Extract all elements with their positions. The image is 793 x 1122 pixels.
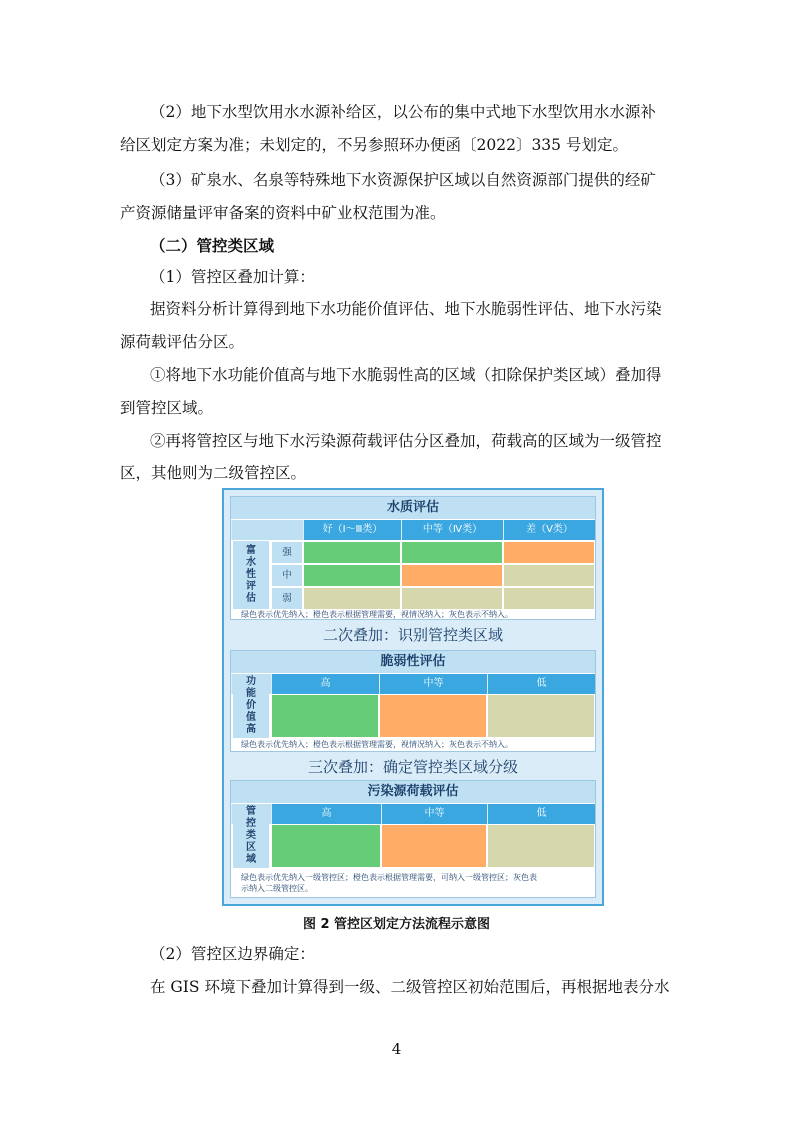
matrix-cell-gray (503, 587, 595, 610)
step-title: 二次叠加：识别管控类区域 (322, 626, 503, 644)
paragraph-line: 产资源储量评审备案的资料中矿业权范围为准。 (120, 204, 446, 222)
matrix-cell-gray (503, 564, 595, 587)
panel-title: 水质评估 (231, 497, 595, 519)
column-header: 低 (487, 804, 595, 824)
row-group-label: 功 能 价 值 高 (233, 674, 269, 738)
matrix-cell-orange (401, 564, 503, 587)
row-group-label: 富 水 性 评 估 (233, 541, 269, 609)
legend-note: 示纳入二级管控区。 (241, 884, 313, 893)
flowchart-figure (222, 488, 604, 906)
paragraph-line: 到管控区域。 (120, 399, 214, 417)
matrix-cell-orange (381, 824, 487, 868)
matrix-cell-gray (487, 824, 595, 868)
step-title: 三次叠加：确定管控类区域分级 (307, 758, 518, 776)
legend-note: 绿色表示优先纳入；橙色表示根据管理需要，视情况纳入；灰色表示不纳入。 (241, 740, 513, 749)
section-heading: （二）管控类区域 (150, 237, 275, 255)
pollution-load-panel (230, 780, 596, 898)
matrix-cell-orange (503, 541, 595, 564)
legend-note: 绿色表示优先纳入；橙色表示根据管理需要，视情况纳入；灰色表示不纳入。 (241, 610, 513, 619)
paragraph-line: 给区划定方案为准；未划定的，不另参照环办便函〔2022〕335 号划定。 (120, 136, 628, 154)
paragraph-line: （2）地下水型饮用水水源补给区，以公布的集中式地下水型饮用水水源补 (150, 103, 656, 121)
matrix-cell-gray (401, 587, 503, 610)
column-header: 中等 (381, 804, 487, 824)
paragraph-line: （1）管控区叠加计算： (150, 268, 315, 286)
matrix-cell-green (303, 564, 401, 587)
paragraph-line: 区，其他则为二级管控区。 (120, 464, 307, 482)
page-number: 4 (391, 1040, 402, 1058)
panel-title: 脆弱性评估 (231, 651, 595, 673)
paragraph-line: ①将地下水功能价值高与地下水脆弱性高的区域（扣除保护类区域）叠加得 (150, 366, 662, 384)
row-label: 中 (271, 564, 303, 587)
matrix-cell-orange (379, 694, 487, 738)
column-header: 中等 (379, 674, 487, 694)
column-header: 高 (271, 674, 379, 694)
row-label: 弱 (271, 587, 303, 610)
column-header: 中等（Ⅳ类） (401, 520, 503, 540)
paragraph-line: 据资料分析计算得到地下水功能价值评估、地下水脆弱性评估、地下水污染 (150, 300, 662, 318)
paragraph-line: （2）管控区边界确定： (150, 945, 315, 963)
vulnerability-panel (230, 650, 596, 752)
water-quality-panel (230, 496, 596, 620)
figure-caption: 图 2 管控区划定方法流程示意图 (302, 917, 491, 932)
paragraph-line: 在 GIS 环境下叠加计算得到一级、二级管控区初始范围后，再根据地表分水 (150, 978, 670, 996)
column-header: 差（Ⅴ类） (503, 520, 595, 540)
paragraph-line: ②再将管控区与地下水污染源荷载评估分区叠加，荷载高的区域为一级管控 (150, 432, 662, 450)
paragraph-line: 源荷载评估分区。 (120, 333, 245, 351)
row-group-label: 管 控 类 区 域 (233, 804, 269, 868)
column-header: 低 (487, 674, 595, 694)
row-label: 强 (271, 541, 303, 564)
matrix-cell-green (401, 541, 503, 564)
matrix-cell-green (271, 824, 381, 868)
matrix-cell-green (271, 694, 379, 738)
matrix-cell-gray (303, 587, 401, 610)
column-header: 高 (271, 804, 381, 824)
matrix-cell-gray (487, 694, 595, 738)
header-spacer (231, 520, 303, 540)
panel-title: 污染源荷载评估 (231, 781, 595, 803)
paragraph-line: （3）矿泉水、名泉等特殊地下水资源保护区域以自然资源部门提供的经矿 (150, 171, 656, 189)
legend-note: 绿色表示优先纳入一级管控区；橙色表示根据管理需要，可纳入一级管控区；灰色表 (241, 873, 537, 882)
matrix-cell-green (303, 541, 401, 564)
column-header: 好（Ⅰ～Ⅲ类） (303, 520, 401, 540)
